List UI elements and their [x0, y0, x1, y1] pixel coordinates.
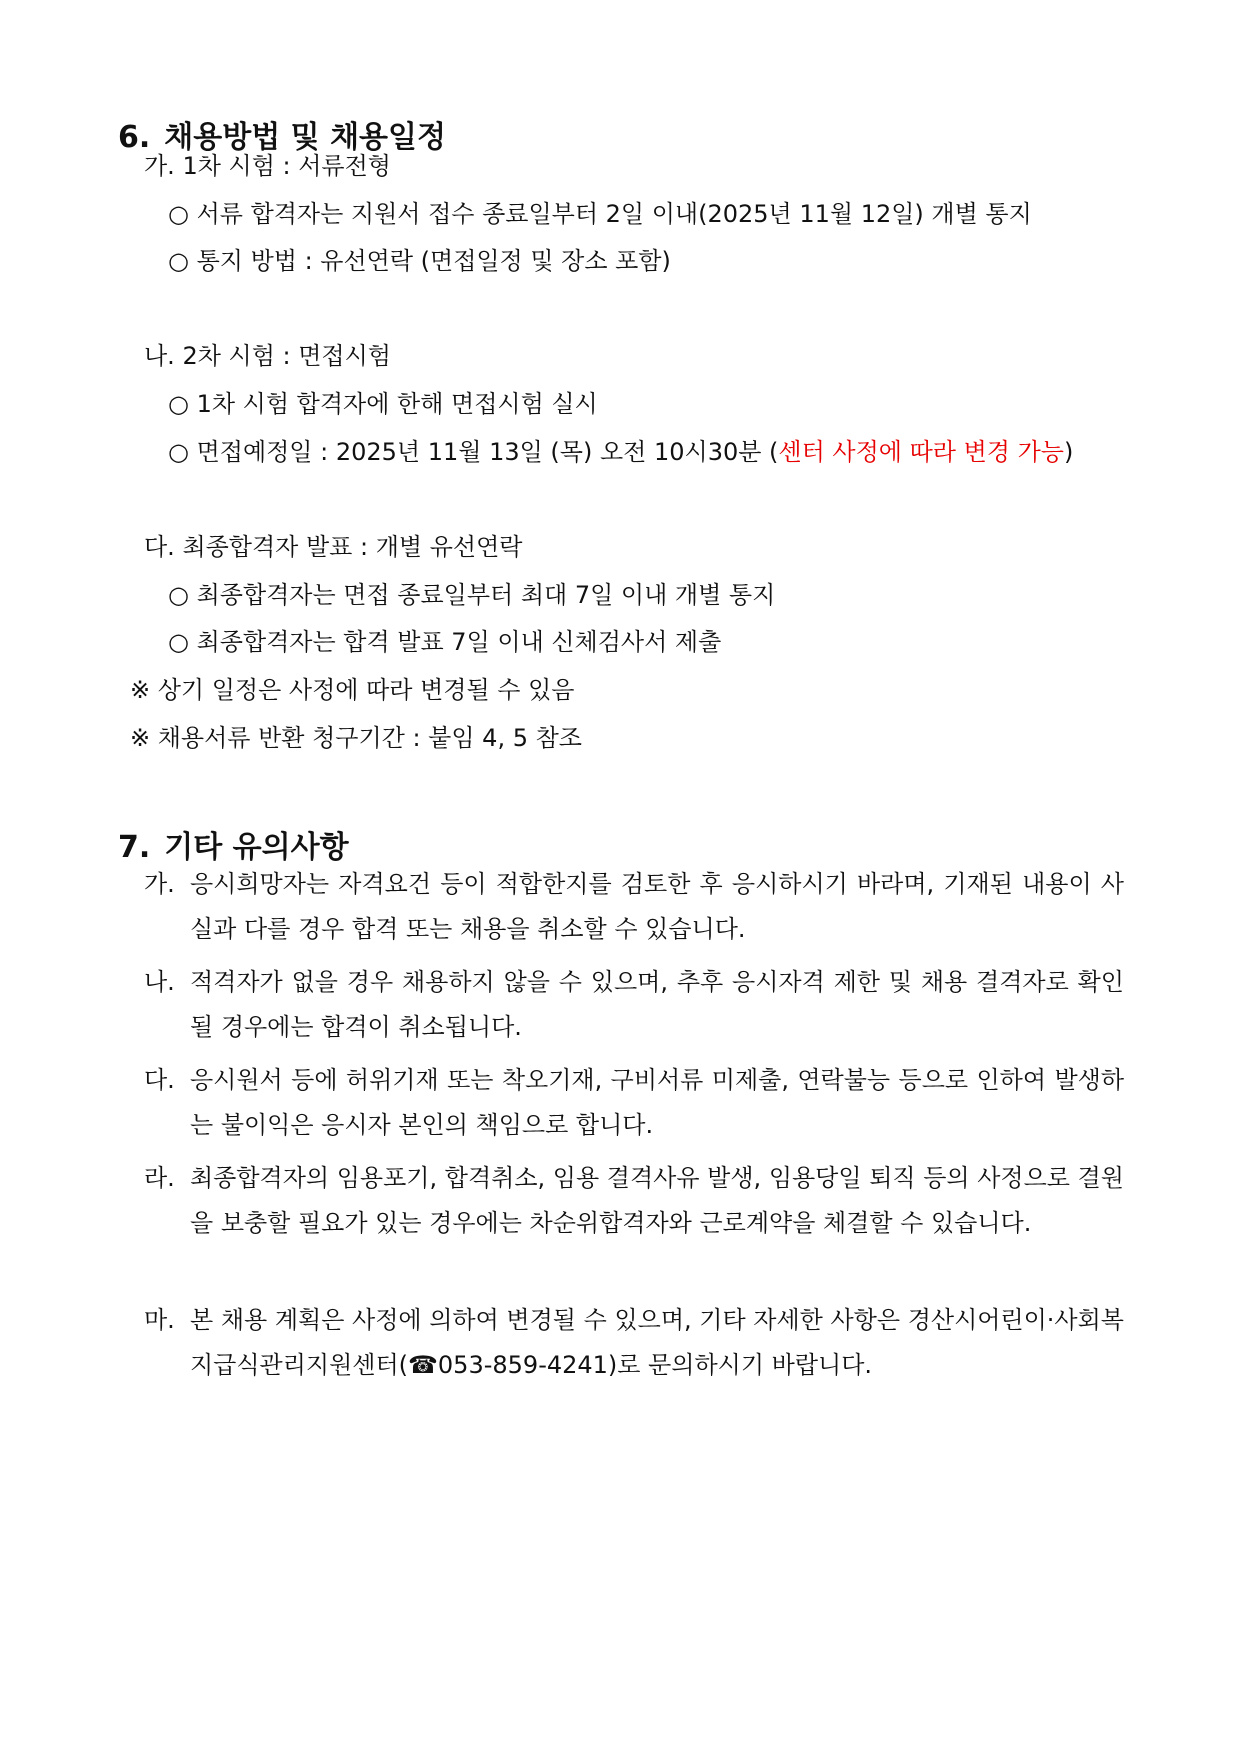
- notice-item-lead: 다.: [144, 1066, 175, 1094]
- sub-a-label: 가. 1차 시험 : 서류전형: [144, 152, 391, 180]
- notice-item-text: 적격자가 없을 경우 채용하지 않을 수 있으며, 추후 응시자격 제한 및 채용 결격자로 확인 될 경우에는 합격이 취소됩니다.: [190, 968, 1124, 1041]
- notice-item-lead: 나.: [144, 968, 175, 996]
- section-7-number: 7.: [118, 830, 151, 865]
- sub-b-item-1: ○ 1차 시험 합격자에 한해 면접시험 실시: [168, 390, 598, 418]
- notice-item-lead: 가.: [144, 870, 175, 898]
- notice-item-text: 본 채용 계획은 사정에 의하여 변경될 수 있으며, 기타 자세한 사항은 경산시어린이·사회복지급식관리지원센터(☎053-859-4241)로 문의하시기 바랍니다.: [190, 1306, 1124, 1379]
- section-7-heading: [118, 822, 349, 866]
- notice-item-text: 응시희망자는 자격요건 등이 적합한지를 검토한 후 응시하시기 바라며, 기재된 내용이 사실과 다를 경우 합격 또는 채용을 취소할 수 있습니다.: [190, 870, 1124, 943]
- notice-item-ra: [144, 1156, 1124, 1246]
- sub-b-label: 나. 2차 시험 : 면접시험: [144, 342, 391, 370]
- sub-b-item-2: [168, 436, 1073, 468]
- notice-item-lead: 마.: [144, 1306, 175, 1334]
- notice-item-text: 응시원서 등에 허위기재 또는 착오기재, 구비서류 미제출, 연락불능 등으로 인하여 발생하는 불이익은 응시자 본인의 책임으로 합니다.: [190, 1066, 1124, 1139]
- note-1: ※ 상기 일정은 사정에 따라 변경될 수 있음: [130, 676, 575, 704]
- sub-c-item-2: ○ 최종합격자는 합격 발표 7일 이내 신체검사서 제출: [168, 628, 722, 656]
- notice-item-text: 최종합격자의 임용포기, 합격취소, 임용 결격사유 발생, 임용당일 퇴직 등의 사정으로 결원을 보충할 필요가 있는 경우에는 차순위합격자와 근로계약을 체결할 수 있습니다.: [190, 1164, 1124, 1237]
- sub-c-label: 다. 최종합격자 발표 : 개별 유선연락: [144, 533, 523, 561]
- notice-item-ma: [144, 1298, 1124, 1388]
- interview-close-paren: ): [1063, 438, 1074, 466]
- sub-a-item-1: ○ 서류 합격자는 지원서 접수 종료일부터 2일 이내(2025년 11월 12일) 개별 통지: [168, 200, 1032, 228]
- sub-c-item-1: ○ 최종합격자는 면접 종료일부터 최대 7일 이내 개별 통지: [168, 581, 776, 609]
- interview-date-text: ○ 면접예정일 : 2025년 11월 13일 (목) 오전 10시30분 (: [168, 438, 779, 466]
- note-2: ※ 채용서류 반환 청구기간 : 붙임 4, 5 참조: [130, 724, 582, 752]
- section-6-number: 6.: [118, 120, 151, 155]
- sub-a-item-2: ○ 통지 방법 : 유선연락 (면접일정 및 장소 포함): [168, 247, 671, 275]
- notice-item-ga: [144, 862, 1124, 952]
- notice-item-na: [144, 960, 1124, 1050]
- section-7-title: 기타 유의사항: [164, 830, 349, 865]
- notice-item-da: [144, 1058, 1124, 1148]
- section-6-title: 채용방법 및 채용일정: [164, 120, 446, 155]
- notice-item-lead: 라.: [144, 1164, 175, 1192]
- interview-change-note: 센터 사정에 따라 변경 가능: [778, 438, 1064, 466]
